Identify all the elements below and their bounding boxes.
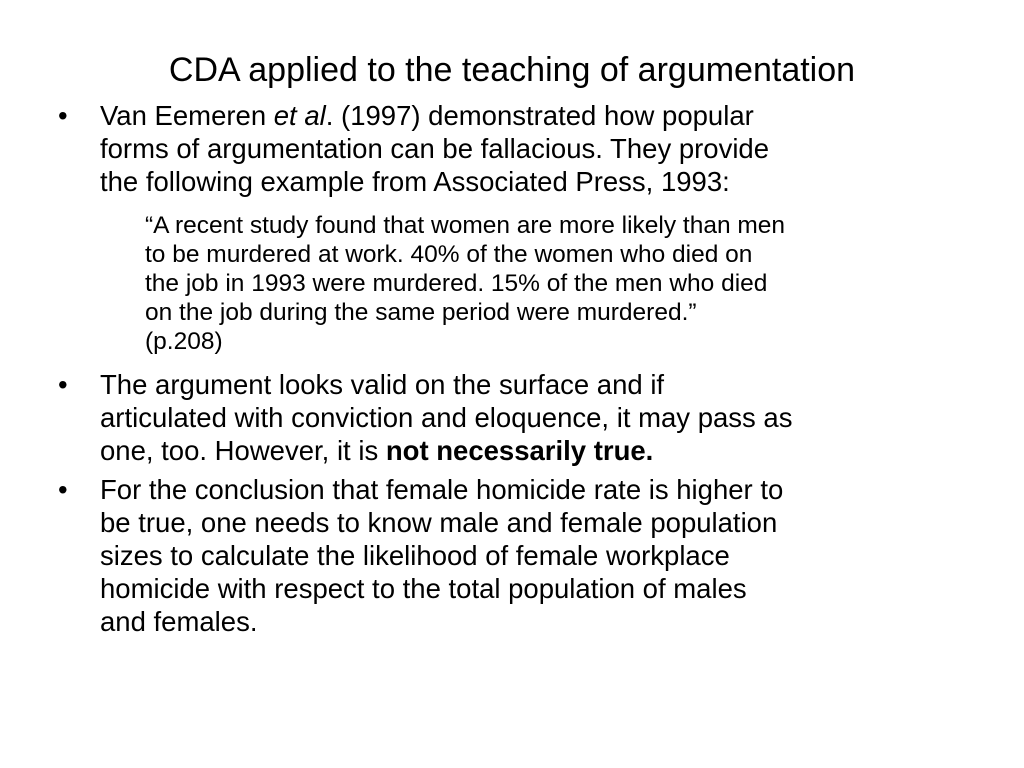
bullet-line: articulated with conviction and eloquence, it may pass as	[100, 402, 793, 433]
bullet-line	[100, 99, 968, 132]
bullet-text: one, too. However, it is	[100, 435, 386, 466]
quote-line: on the job during the same period were murdered.”	[145, 299, 697, 326]
bullet-item-argument-validity	[58, 368, 968, 467]
bullet-line: be true, one needs to know male and female population	[100, 507, 778, 538]
bullet-line: and females.	[100, 606, 258, 637]
bullet-marker: •	[58, 474, 68, 505]
quote-line: “A recent study found that women are more likely than men	[145, 212, 786, 239]
bullet-line: sizes to calculate the likelihood of female workplace	[100, 540, 730, 571]
bullet-line: For the conclusion that female homicide rate is higher to	[100, 474, 784, 505]
bold-text: not necessarily true.	[385, 435, 654, 466]
bullet-line: The argument looks valid on the surface and if	[100, 369, 665, 400]
bullet-marker: •	[58, 100, 68, 131]
quote-citation: (p.208)	[145, 328, 223, 355]
bullet-line	[100, 434, 968, 467]
bullet-item-conclusion	[58, 473, 968, 638]
italic-text: et al	[273, 100, 326, 131]
bullet-line: the following example from Associated Press, 1993:	[100, 166, 730, 197]
bullet-line: forms of argumentation can be fallacious. They provide	[100, 133, 770, 164]
quote-block	[145, 211, 945, 356]
bullet-item-van-eemeren	[58, 99, 968, 198]
bullet-marker: •	[58, 369, 68, 400]
quote-line: the job in 1993 were murdered. 15% of the men who died	[145, 270, 768, 297]
bullet-text: Van Eemeren	[100, 100, 274, 131]
quote-line: to be murdered at work. 40% of the women who died on	[145, 241, 753, 268]
slide-body	[58, 99, 968, 638]
bullet-text: . (1997) demonstrated how popular	[325, 100, 754, 131]
slide-title: CDA applied to the teaching of argumentation	[168, 51, 856, 89]
bullet-line: homicide with respect to the total population of males	[100, 573, 747, 604]
